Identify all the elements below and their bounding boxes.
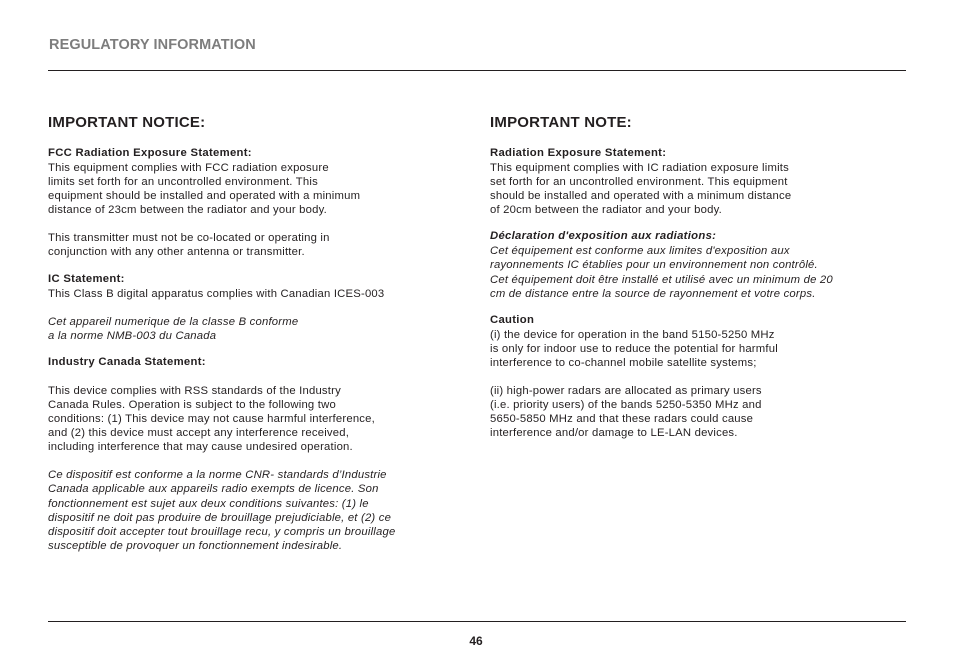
fcc-text: This equipment complies with FCC radiation exposure limits set forth for an uncontrolled environment. This equipment should be installed and operated with a minimum distance of 23cm between the radiator and your body. <box>48 162 361 217</box>
radiation-text: This equipment complies with IC radiation exposure limits set forth for an uncontrolled environment. This equipment should be installed and operated with a minimum distance of 20cm between the radiator and your body. <box>490 162 792 217</box>
caution-text-1: (i) the device for operation in the band 5150-5250 MHz is only for indoor use to reduce the potential for harmful interference to co-channel mobile satellite systems; <box>490 328 778 369</box>
caution-text-2: (ii) high-power radars are allocated as primary users (i.e. priority users) of the bands 5250-5350 MHz and 5650-5850 MHz and that these radars could cause interference and/or damage to LE-LAN devices. <box>490 385 762 440</box>
industry-canada-text: This device complies with RSS standards of the Industry Canada Rules. Operation is subject to the following two conditions: (1) This device may not cause harmful interference, and (2) this device must accept any interference received, including interference that may cause undesired operation. <box>48 384 375 454</box>
ic-text-french: Cet appareil numerique de la classe B conforme a la norme NMB-003 du Canada <box>48 315 299 342</box>
left-column <box>48 114 458 553</box>
caution-heading: Caution <box>490 313 535 326</box>
ic-heading: IC Statement: <box>48 272 125 285</box>
important-note-title: IMPORTANT NOTE: <box>490 114 632 131</box>
page-number-label: 46 <box>469 634 483 648</box>
radiation-heading: Radiation Exposure Statement: <box>490 147 667 159</box>
industry-canada-heading: Industry Canada Statement: <box>48 355 206 368</box>
page-number <box>0 634 954 648</box>
radiation-text-french: Cet équipement est conforme aux limites d'exposition aux rayonnements IC établies pour un environnement non contrôlé. Cet équipement doit être installé et utilisé avec un minimum de 20 cm de distance entre la source de rayonnement et votre corps. <box>490 245 833 300</box>
colocation-text: This transmitter must not be co-located or operating in conjunction with any other antenna or transmitter. <box>48 232 330 259</box>
right-column <box>490 114 890 440</box>
ic-text: This Class B digital apparatus complies with Canadian ICES-003 <box>48 287 385 300</box>
industry-canada-text-french: Ce dispositif est conforme a la norme CNR- standards d’Industrie Canada applicable aux appareils radio exempts de licence. Son fonctionnement est sujet aux deux conditions suivantes: (1) le dispositif ne doit pas produire de brouillage prejudiciable, et (2) ce dispositif doit accepter tout brouillage recu, y compris un brouillage susceptible de provoquer un fonctionnement indesirable. <box>48 469 396 552</box>
radiation-heading-french: Déclaration d'exposition aux radiations: <box>490 230 717 243</box>
footer-divider <box>48 621 906 622</box>
important-notice-title: IMPORTANT NOTICE: <box>48 114 206 131</box>
section-header: REGULATORY INFORMATION <box>49 37 256 53</box>
header-divider <box>48 70 906 71</box>
fcc-heading: FCC Radiation Exposure Statement: <box>48 147 252 159</box>
